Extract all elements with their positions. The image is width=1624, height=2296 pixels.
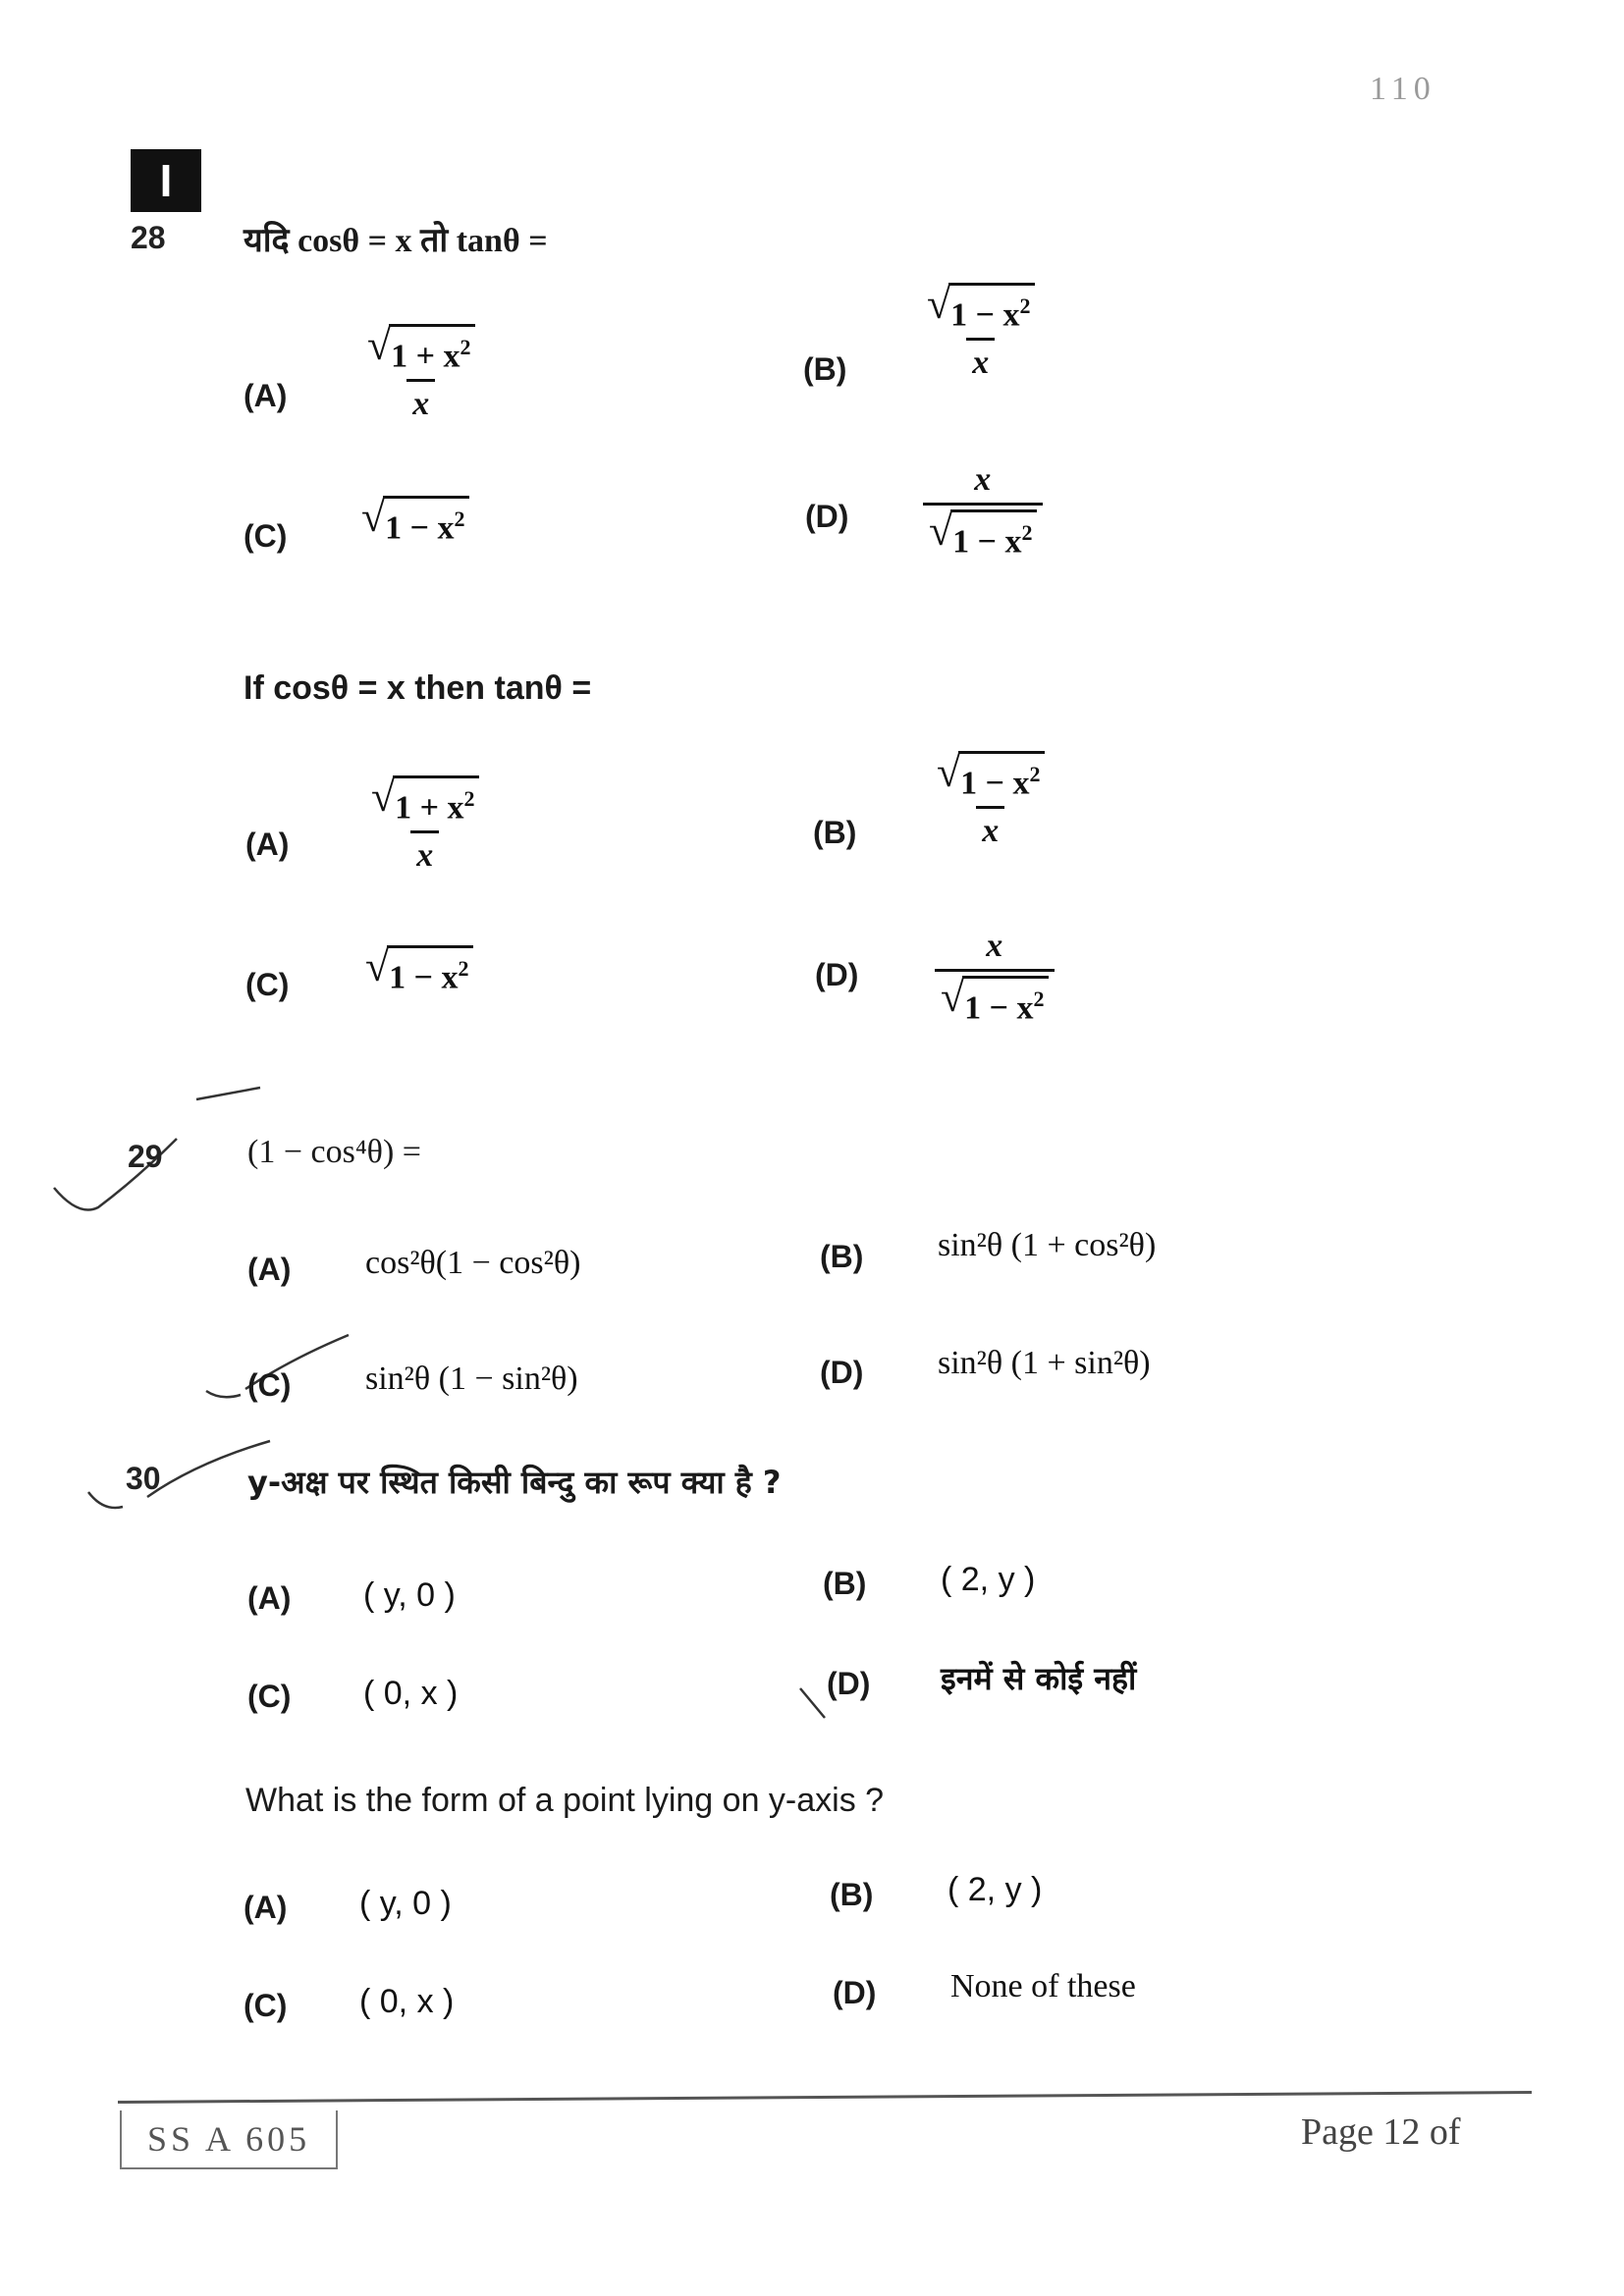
q28-hi-option-c-value: √ $1 - x^2$ [361, 496, 469, 547]
q28-hi-option-b-value: √ $1 - x^2$ x [921, 283, 1041, 382]
section-label-badge [131, 149, 201, 212]
q30-en-option-a-value: ( y, 0 ) [359, 1885, 452, 1922]
q29-option-b-label: (B) [820, 1239, 864, 1274]
q30-en-option-d-value: None of these [950, 1968, 1136, 2004]
q29-option-d-label: (D) [820, 1355, 864, 1390]
q28-en-option-c-label: (C) [245, 967, 290, 1002]
section-label: I [159, 155, 173, 206]
q30-hi-option-b-value: ( 2, y ) [941, 1561, 1036, 1598]
q30-en-option-b-value: ( 2, y ) [947, 1871, 1043, 1908]
q28-hi-option-b-label: (B) [803, 351, 847, 387]
q29-option-d-value: sin²θ (1 + sin²θ) [938, 1345, 1151, 1381]
q29-option-c-value: sin²θ (1 − sin²θ) [365, 1361, 578, 1397]
question-29-text: (1 − cos⁴θ) = [247, 1134, 421, 1170]
q28-hi-option-c-label: (C) [244, 518, 288, 554]
q28-hi-option-a-label: (A) [244, 378, 288, 413]
q30-hi-option-c-label: (C) [247, 1679, 292, 1714]
question-number-30: 30 [126, 1461, 161, 1496]
q30-hi-option-c-value: ( 0, x ) [363, 1675, 459, 1712]
q30-hi-option-a-value: ( y, 0 ) [363, 1576, 456, 1614]
footer-page-number: Page 12 of [1301, 2111, 1461, 2153]
q28-en-option-b-value: √ $1 - x^2$ x [931, 751, 1051, 850]
q28-hi-option-d-value: x √ $1 - x^2$ [923, 461, 1043, 561]
question-30-hindi-text: y-अक्ष पर स्थित किसी बिन्दु का रूप क्या है ? [247, 1464, 782, 1501]
q30-en-option-b-label: (B) [830, 1877, 874, 1912]
question-number-29: 29 [128, 1139, 163, 1174]
q29-option-a-label: (A) [247, 1252, 292, 1287]
q28-hi-option-a-value: √ $1 + x^2$ x [361, 324, 481, 423]
q28-en-option-d-label: (D) [815, 957, 859, 992]
q30-en-option-a-label: (A) [244, 1890, 288, 1925]
page-corner-mark: 110 [1370, 71, 1436, 107]
q30-hi-option-a-label: (A) [247, 1580, 292, 1616]
q29-option-b-value: sin²θ (1 + cos²θ) [938, 1227, 1157, 1263]
q29-option-a-value: cos²θ(1 − cos²θ) [365, 1245, 581, 1281]
q30-en-option-c-label: (C) [244, 1988, 288, 2023]
q30-hi-option-b-label: (B) [823, 1566, 867, 1601]
footer-paper-code: SS A 605 [120, 2110, 338, 2169]
q28-en-option-d-value: x √ $1 - x^2$ [935, 928, 1055, 1027]
q28-en-option-b-label: (B) [813, 815, 857, 850]
q30-hi-option-d-value: इनमें से कोई नहीं [941, 1660, 1137, 1697]
q28-en-option-c-value: √ $1 - x^2$ [365, 945, 473, 996]
q28-hi-option-d-label: (D) [805, 499, 849, 534]
q30-en-option-c-value: ( 0, x ) [359, 1983, 455, 2020]
q29-option-c-label: (C) [247, 1367, 292, 1403]
footer-divider [118, 2091, 1532, 2104]
question-28-hindi-text: यदि cosθ = x तो tanθ = [244, 223, 548, 259]
question-28-english-text: If cosθ = x then tanθ = [244, 669, 592, 707]
question-30-english-text: What is the form of a point lying on y-axis ? [245, 1782, 885, 1819]
q30-hi-option-d-label: (D) [827, 1666, 871, 1701]
q30-en-option-d-label: (D) [833, 1975, 877, 2010]
question-number-28: 28 [131, 220, 166, 255]
q28-en-option-a-label: (A) [245, 827, 290, 862]
q28-en-option-a-value: √ $1 + x^2$ x [365, 775, 485, 875]
